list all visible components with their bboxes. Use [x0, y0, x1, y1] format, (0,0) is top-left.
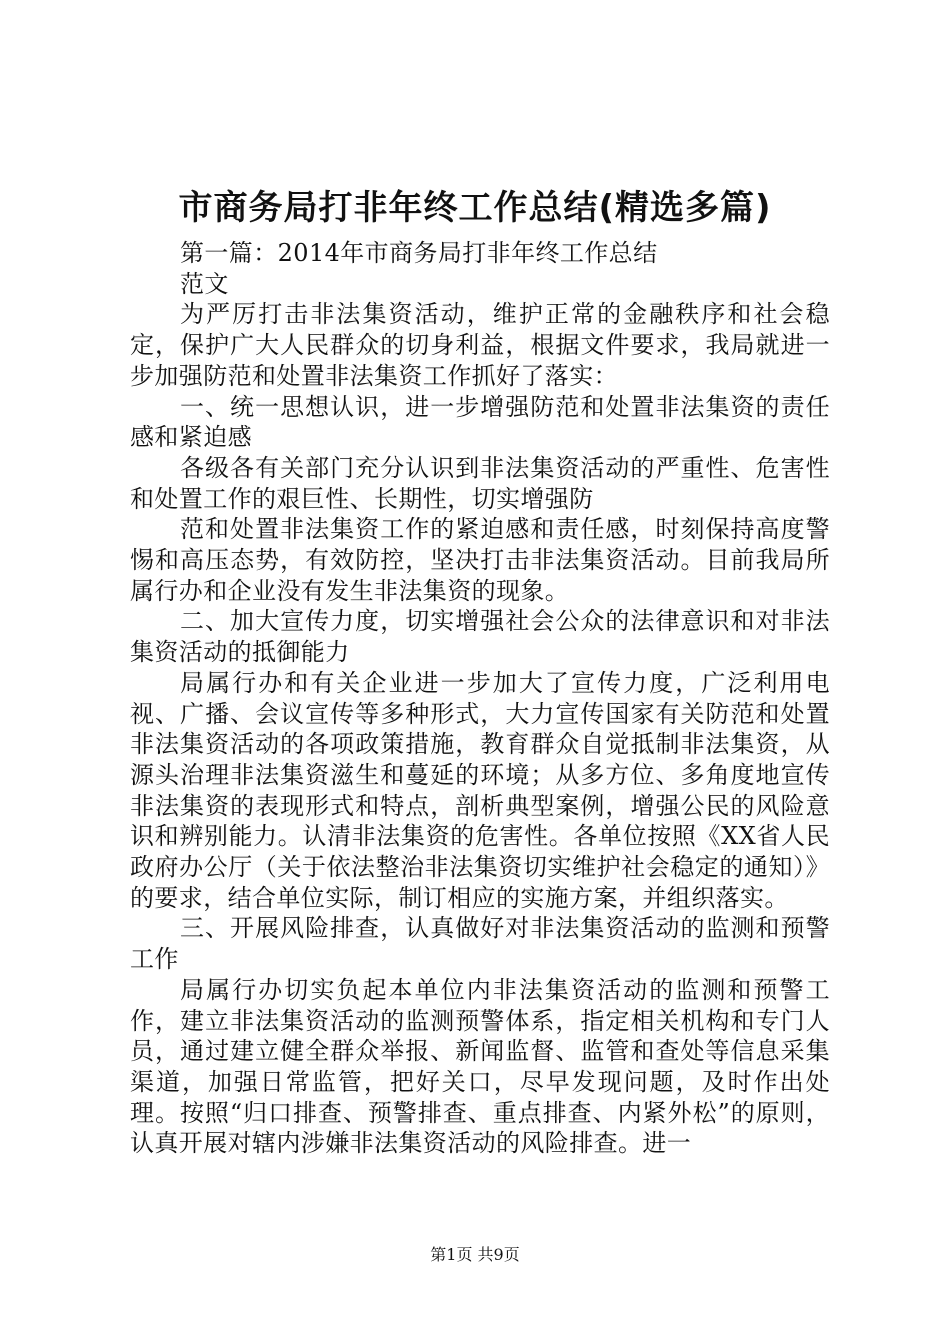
section-heading-first-article: 第一篇：2014年市商务局打非年终工作总结: [180, 239, 658, 267]
document-body: [130, 238, 830, 1159]
paragraph-body-3: 局属行办切实负起本单位内非法集资活动的监测和预警工作，建立非法集资活动的监测预警体系，指定相关机构和专门人员，通过建立健全群众举报、新闻监督、监管和查处等信息采集渠道，加强日常监管，把好关口，尽早发现问题，及时作出处理。按照“归口排查、预警排查、重点排查、内紧外松”的原则，认真开展对辖内涉嫌非法集资活动的风险排查。进一: [130, 975, 830, 1158]
paragraph-body-2: 局属行办和有关企业进一步加大了宣传力度，广泛利用电视、广播、会议宣传等多种形式，大力宣传国家有关防范和处置非法集资活动的各项政策措施，教育群众自觉抵制非法集资，从源头治理非法集资滋生和蔓延的环境；从多方位、多角度地宣传非法集资的表现形式和特点，剖析典型案例，增强公民的风险意识和辨别能力。认清非法集资的危害性。各单位按照《XX省人民政府办公厅（关于依法整治非法集资切实维护社会稳定的通知）》的要求，结合单位实际，制订相应的实施方案，并组织落实。: [130, 668, 830, 912]
paragraph-body-1b: 范和处置非法集资工作的紧迫感和责任感，时刻保持高度警惕和高压态势，有效防控，坚决打击非法集资活动。目前我局所属行办和企业没有发生非法集资的现象。: [130, 515, 830, 605]
paragraph-heading-2: 二、加大宣传力度，切实增强社会公众的法律意识和对非法集资活动的抵御能力: [130, 607, 830, 667]
paragraph-heading-1: 一、统一思想认识，进一步增强防范和处置非法集资的责任感和紧迫感: [130, 392, 830, 452]
paragraph-heading-3: 三、开展风险排查，认真做好对非法集资活动的监测和预警工作: [130, 914, 830, 974]
section-heading-sample: 范文: [180, 269, 229, 298]
document-title: 市商务局打非年终工作总结(精选多篇): [178, 188, 772, 228]
page-number-footer: 第1页 共9页: [430, 1245, 520, 1264]
paragraph-intro: 为严厉打击非法集资活动，维护正常的金融秩序和社会稳定，保护广大人民群众的切身利益，根据文件要求，我局就进一步加强防范和处置非法集资工作抓好了落实：: [130, 300, 830, 390]
paragraph-body-1a: 各级各有关部门充分认识到非法集资活动的严重性、危害性和处置工作的艰巨性、长期性，切实增强防: [130, 453, 830, 513]
